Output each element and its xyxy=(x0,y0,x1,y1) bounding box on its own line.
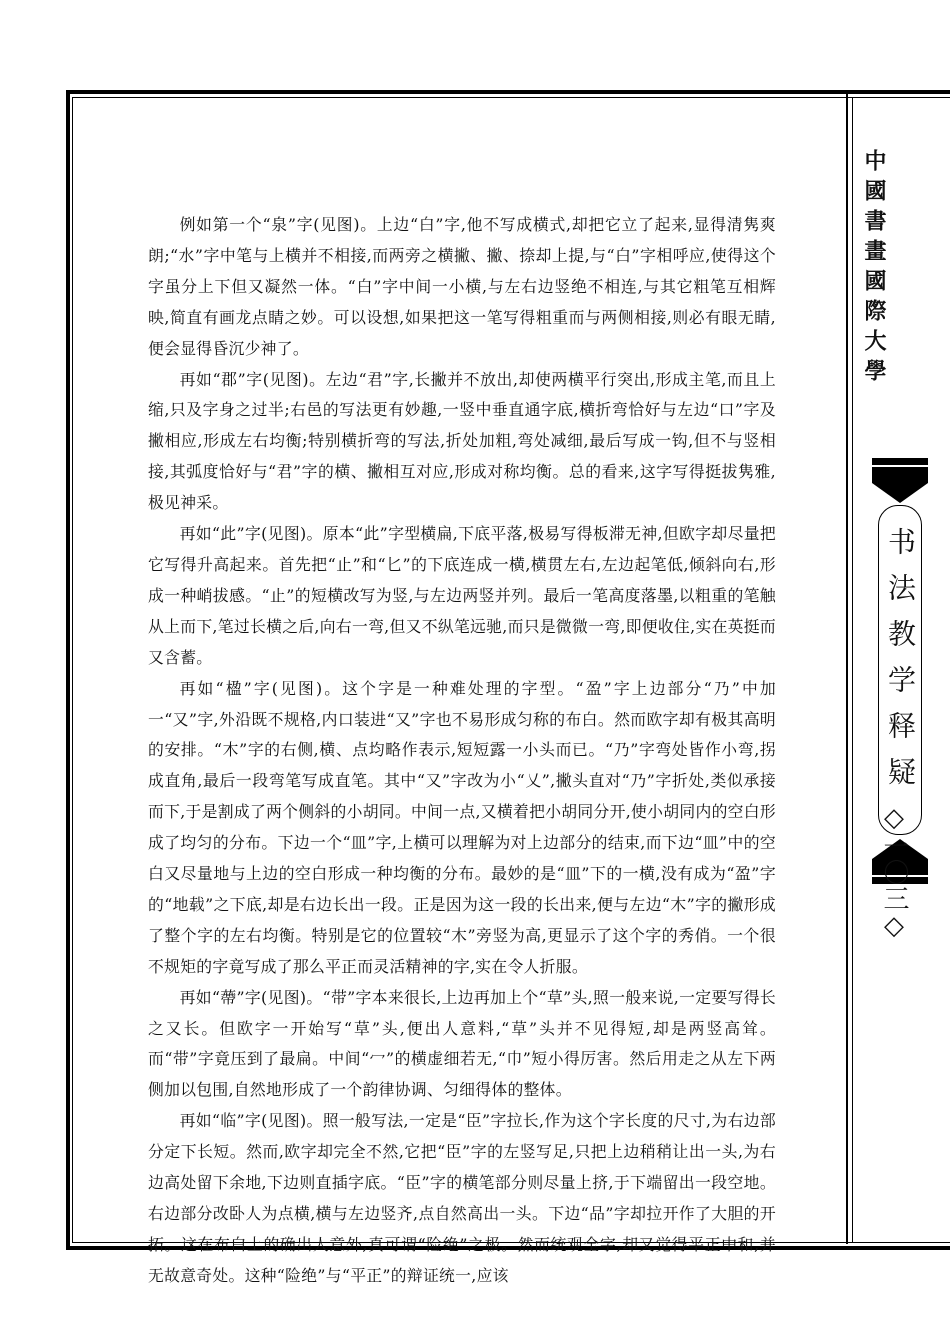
paragraph-lin: 再如“临”字(见图)。照一般写法,一定是“臣”字拉长,作为这个字长度的尺寸,为右边部分定下长短。然而,欧字却完全不然,它把“臣”字的左竖写足,只把上边稍稍让出一头,为右边高处留下余地,下边则直插字底。“臣”字的横笔部分则尽量上挤,于下端留出一段空地。右边部分改卧人为点横,横与左边竖齐,点自然高出一头。下边“品”字却拉开作了大胆的开拓。这在布白上的确出人意外,真可谓“险绝”之极。然而统观全字,却又觉得平正中和,并无故意奇处。这种“险绝”与“平正”的辩证统一,应该 xyxy=(148,1111,776,1285)
sidebar-divider-thick xyxy=(846,94,848,1244)
sidebar xyxy=(856,97,950,1243)
sidebar-divider-thin xyxy=(852,97,853,1243)
paragraph-quan: 例如第一个“泉”字(见图)。上边“白”字,他不写成横式,却把它立了起来,显得清隽爽朗;“水”字中笔与上横并不相接,而两旁之横撇、撇、捺却上提,与“白”字相呼应,使得这个字虽分上下但又凝然一体。“白”字中间一小横,与左右边竖绝不相连,与其它粗笔互相辉映,简直有画龙点睛之妙。可以设想,如果把这一笔写得粗重而与两侧相接,则必有眼无睛,便会显得昏沉少神了。 xyxy=(148,215,776,358)
body-text xyxy=(148,210,776,1292)
banner-top-bar xyxy=(872,458,928,465)
banner-top-chevron-icon xyxy=(872,467,928,507)
paragraph-jun: 再如“郡”字(见图)。左边“君”字,长撇并不放出,却使两横平行突出,形成主笔,而且上缩,只及字身之过半;右邑的写法更有妙趣,一竖中垂直通字底,横折弯恰好与左边“口”字及撇相应,形成左右均衡;特别横折弯的写法,折处加粗,弯处减细,最后写成一钩,但不与竖相接,其弧度恰好与“君”字的横、撇相互对应,形成对称均衡。总的看来,这字写得挺拔隽雅,极见神采。 xyxy=(148,369,776,513)
paragraph-di: 再如“蔕”字(见图)。“带”字本来很长,上边再加上个“草”头,照一般来说,一定要写得长之又长。但欧字一开始写“草”头,便出人意料,“草”头并不见得短,却是两竖高耸。而“带”字竟压到了最扁。中间“冖”的横虚细若无,“巾”短小得厉害。然后用走之从左下两侧加以包围,自然地形成了一个韵律协调、匀细得体的整体。 xyxy=(148,987,776,1100)
book-title: 书法教学释疑 xyxy=(884,527,917,803)
paragraph-ci: 再如“此”字(见图)。原本“此”字型横扁,下底平落,极易写得板滞无神,但欧字却尽量把它写得升高起来。首先把“止”和“匕”的下底连成一横,横贯左右,左边起笔低,倾斜向右,形成一种峭拔感。“止”的短横改写为竖,与左边两竖并列。最后一笔高度落墨,以粗重的笔触从上而下,笔过长横之后,向右一弯,但又不纵笔远驰,而只是微微一弯,即便收住,实在英挺而又含蓄。 xyxy=(148,524,776,667)
paragraph-ying: 再如“楹”字(见图)。这个字是一种难处理的字型。“盈”字上边部分“乃”中加一“又”字,外沿既不规格,内口装进“又”字也不易形成匀称的布白。然而欧字却有极其高明的安排。“木”字的右侧,横、点均略作表示,短短露一小头而已。“乃”字弯处皆作小弯,拐成直角,最后一段弯笔写成直笔。其中“又”字改为小“乂”,撇头直对“乃”字折处,类似承接而下,于是割成了两个侧斜的小胡同。中间一点,又横着把小胡同分开,使小胡同内的空白形成了均匀的分布。下边一个“皿”字,上横可以理解为对上边部分的结束,而下边“皿”中的空白又尽量地与上边的空白形成一种均衡的分布。最妙的是“皿”下的一横,没有成为“盈”字的“地载”之下底,却是右边长出一段。正是因为这一段的长出来,便与左边“木”字的撇形成了整个字的左右均衡。特别是它的位置较“木”旁竖为高,更显示了这个字的秀俏。一个很不规矩的字竟写成了那么平正而灵活精神的字,实在令人折服。 xyxy=(148,678,776,976)
school-name: 中國書畫國際大學 xyxy=(861,149,887,389)
page-number: ◇一〇三◇ xyxy=(879,803,909,941)
